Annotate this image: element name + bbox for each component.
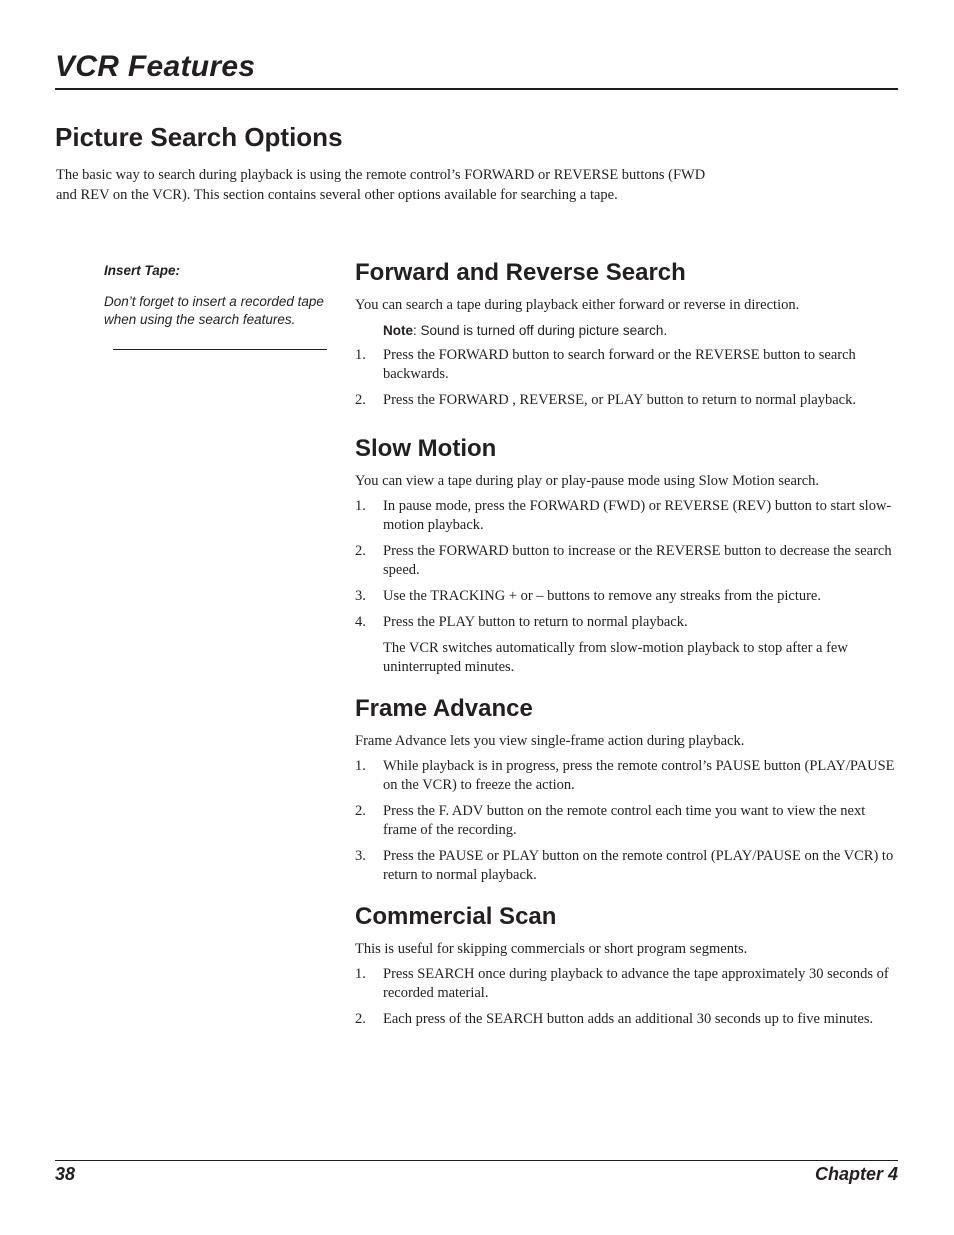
- intro-paragraph: The basic way to search during playback is using the remote control’s FORWARD or REVERSE buttons (FWD and REV on the VCR). This section contains several other options available for searching a tape.: [56, 167, 706, 203]
- list-item: [355, 542, 900, 580]
- step-text: While playback is in progress, press the remote control’s PAUSE button (PLAY/PAUSE on the VCR) to freeze the action.: [383, 758, 895, 793]
- step-text: Press the PLAY button to return to normal playback.: [383, 614, 688, 630]
- step-number: 3.: [355, 848, 366, 864]
- section-intro: This is useful for skipping commercials or short program segments.: [355, 941, 748, 957]
- note-text: : Sound is turned off during picture search.: [413, 323, 668, 338]
- list-item: [355, 587, 900, 606]
- list-item: [355, 757, 900, 795]
- step-number: 1.: [355, 966, 366, 982]
- list-item: [355, 847, 900, 885]
- list-item: [355, 346, 900, 384]
- sidebar-divider: [113, 349, 327, 350]
- section-frame-advance: [355, 692, 900, 885]
- step-number: 3.: [355, 588, 366, 604]
- step-number: 2.: [355, 543, 366, 559]
- list-item: [355, 613, 900, 632]
- step-number: 2.: [355, 803, 366, 819]
- chapter-label: Chapter 4: [814, 1164, 898, 1184]
- step-text: Press the FORWARD button to increase or the REVERSE button to decrease the search speed.: [383, 543, 892, 578]
- section-intro: You can search a tape during playback either forward or reverse in direction.: [355, 297, 800, 313]
- step-text: Press the PAUSE or PLAY button on the remote control (PLAY/PAUSE on the VCR) to return to normal playback.: [383, 848, 894, 883]
- step-text: Press the FORWARD , REVERSE, or PLAY button to return to normal playback.: [383, 392, 856, 408]
- section-commercial-scan: [355, 900, 900, 1029]
- step-number: 2.: [355, 392, 366, 408]
- step-text: Each press of the SEARCH button adds an additional 30 seconds up to five minutes.: [383, 1011, 874, 1027]
- section-forward-reverse-search: [355, 256, 900, 410]
- section-title: Slow Motion: [355, 435, 497, 462]
- list-item: [355, 1010, 900, 1029]
- step-text: Press the FORWARD button to search forward or the REVERSE button to search backwards.: [383, 347, 856, 382]
- section-slow-motion: [355, 432, 900, 677]
- step-number: 2.: [355, 1011, 366, 1027]
- step-number: 1.: [355, 347, 366, 363]
- footer-divider: [55, 1160, 898, 1161]
- list-item: [355, 965, 900, 1003]
- page-title: Picture Search Options: [55, 122, 343, 152]
- section-title: Forward and Reverse Search: [355, 259, 686, 286]
- section-intro: Frame Advance lets you view single-frame action during playback.: [355, 733, 745, 749]
- note: [383, 322, 900, 340]
- steps-list: [355, 757, 900, 885]
- step-number: 1.: [355, 758, 366, 774]
- sidebar-note: [104, 262, 326, 328]
- list-item: [355, 497, 900, 535]
- step-number: 4.: [355, 614, 366, 630]
- step-text: Press SEARCH once during playback to advance the tape approximately 30 seconds of recorded material.: [383, 966, 889, 1001]
- step-number: 1.: [355, 498, 366, 514]
- section-intro: You can view a tape during play or play-pause mode using Slow Motion search.: [355, 473, 820, 489]
- sidebar-text: Don’t forget to insert a recorded tape when using the search features.: [104, 294, 324, 327]
- steps-list: [355, 497, 900, 632]
- section-title: Frame Advance: [355, 695, 533, 722]
- steps-list: [355, 965, 900, 1029]
- steps-list: [355, 346, 900, 410]
- note-label: Note: [383, 323, 413, 338]
- list-item: [355, 802, 900, 840]
- header-title: VCR Features: [55, 50, 256, 83]
- section-title: Commercial Scan: [355, 903, 557, 930]
- step-text: In pause mode, press the FORWARD (FWD) or REVERSE (REV) button to start slow-motion playback.: [383, 498, 892, 533]
- list-item: [355, 391, 900, 410]
- header-divider: [55, 88, 898, 90]
- main-content: [355, 256, 900, 1036]
- step-text: Use the TRACKING + or – buttons to remove any streaks from the picture.: [383, 588, 821, 604]
- sidebar-heading: Insert Tape:: [104, 263, 181, 278]
- follow-up-text: The VCR switches automatically from slow-motion playback to stop after a few uninterrupted minutes.: [383, 640, 848, 675]
- page-number: 38: [55, 1164, 76, 1184]
- step-text: Press the F. ADV button on the remote control each time you want to view the next frame of the recording.: [383, 803, 866, 838]
